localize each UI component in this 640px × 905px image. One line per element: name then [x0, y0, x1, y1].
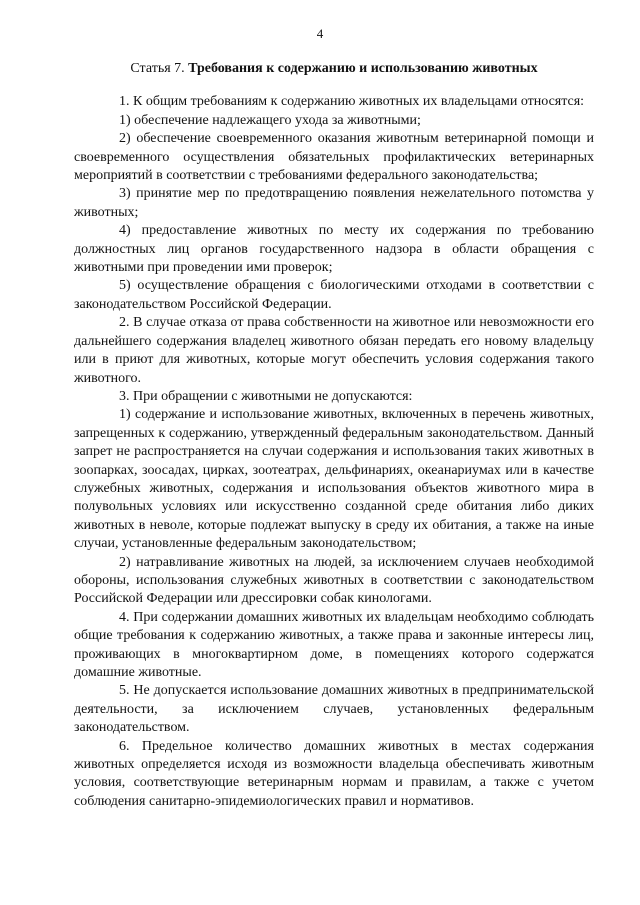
paragraph-3: 3. При обращении с животными не допускаются: — [119, 388, 413, 404]
document-body — [74, 60, 594, 811]
paragraph-2: 2. В случае отказа от права собственности на животное или невозможности его дальнейшего содержания владелец животного обязан передать его новому владельцу или в приют для животных, которые могут обеспечить условия содержания такого животного. — [74, 315, 594, 386]
article-label: Статья 7. — [130, 61, 185, 76]
paragraph-1: 1. К общим требованиям к содержанию животных их владельцами относятся: — [119, 94, 585, 110]
paragraph-4: 4. При содержании домашних животных их владельцам необходимо соблюдать общие требования к содержанию животных, а также права и законные интересы лиц, проживающих в многоквартирном доме, в помещениях которого содержатся домашние животные. — [74, 609, 594, 680]
page-number: 4 — [316, 26, 324, 41]
paragraph-3-item-2: 2) натравливание животных на людей, за исключением случаев необходимой обороны, использования служебных животных в соответствии с законодательством Российской Федерации или дрессировки собак кинологами. — [74, 554, 594, 607]
paragraph-1-item-3: 3) принятие мер по предотвращению появления нежелательного потомства у животных; — [74, 186, 594, 220]
paragraph-1-item-5: 5) осуществление обращения с биологическими отходами в соответствии с законодательством Российской Федерации. — [74, 278, 594, 312]
paragraph-1-item-4: 4) предоставление животных по месту их содержания по требованию должностных лиц органов государственного надзора в области обращения с животными при проведении ими проверок; — [74, 223, 594, 276]
paragraph-6: 6. Предельное количество домашних животных в местах содержания животных определяется исходя из возможности владельца обеспечивать животным условия, соответствующие ветеринарным нормам и правилам, а также с учетом соблюдения санитарно-эпидемиологических правил и нормативов. — [74, 738, 594, 809]
article-title: Требования к содержанию и использованию животных — [188, 61, 538, 76]
paragraph-1-item-2: 2) обеспечение своевременного оказания животным ветеринарной помощи и своевременного осуществления обязательных профилактических ветеринарных мероприятий в соответствии с требованиями федерального законодательства; — [74, 131, 594, 184]
paragraph-5: 5. Не допускается использование домашних животных в предпринимательской деятельности, за исключением случаев, установленных федеральным законодательством. — [74, 683, 594, 736]
paragraph-1-item-1: 1) обеспечение надлежащего ухода за животными; — [119, 112, 421, 128]
paragraph-3-item-1: 1) содержание и использование животных, включенных в перечень животных, запрещенных к содержанию, утвержденный федеральным законодательством. Данный запрет не распространяется на случаи содержания и использования таких животных в зоопарках, зоосадах, цирках, зоотеатрах, дельфинариях, океанариумах или в качестве служебных животных, содержания и использования объектов животного мира в полувольных условиях или искусственно созданной среде обитания либо диких животных в неволе, которые подлежат выпуску в среду их обитания, а также на иные случаи, установленные федеральным законодательством; — [74, 407, 594, 552]
article-heading — [74, 60, 594, 78]
